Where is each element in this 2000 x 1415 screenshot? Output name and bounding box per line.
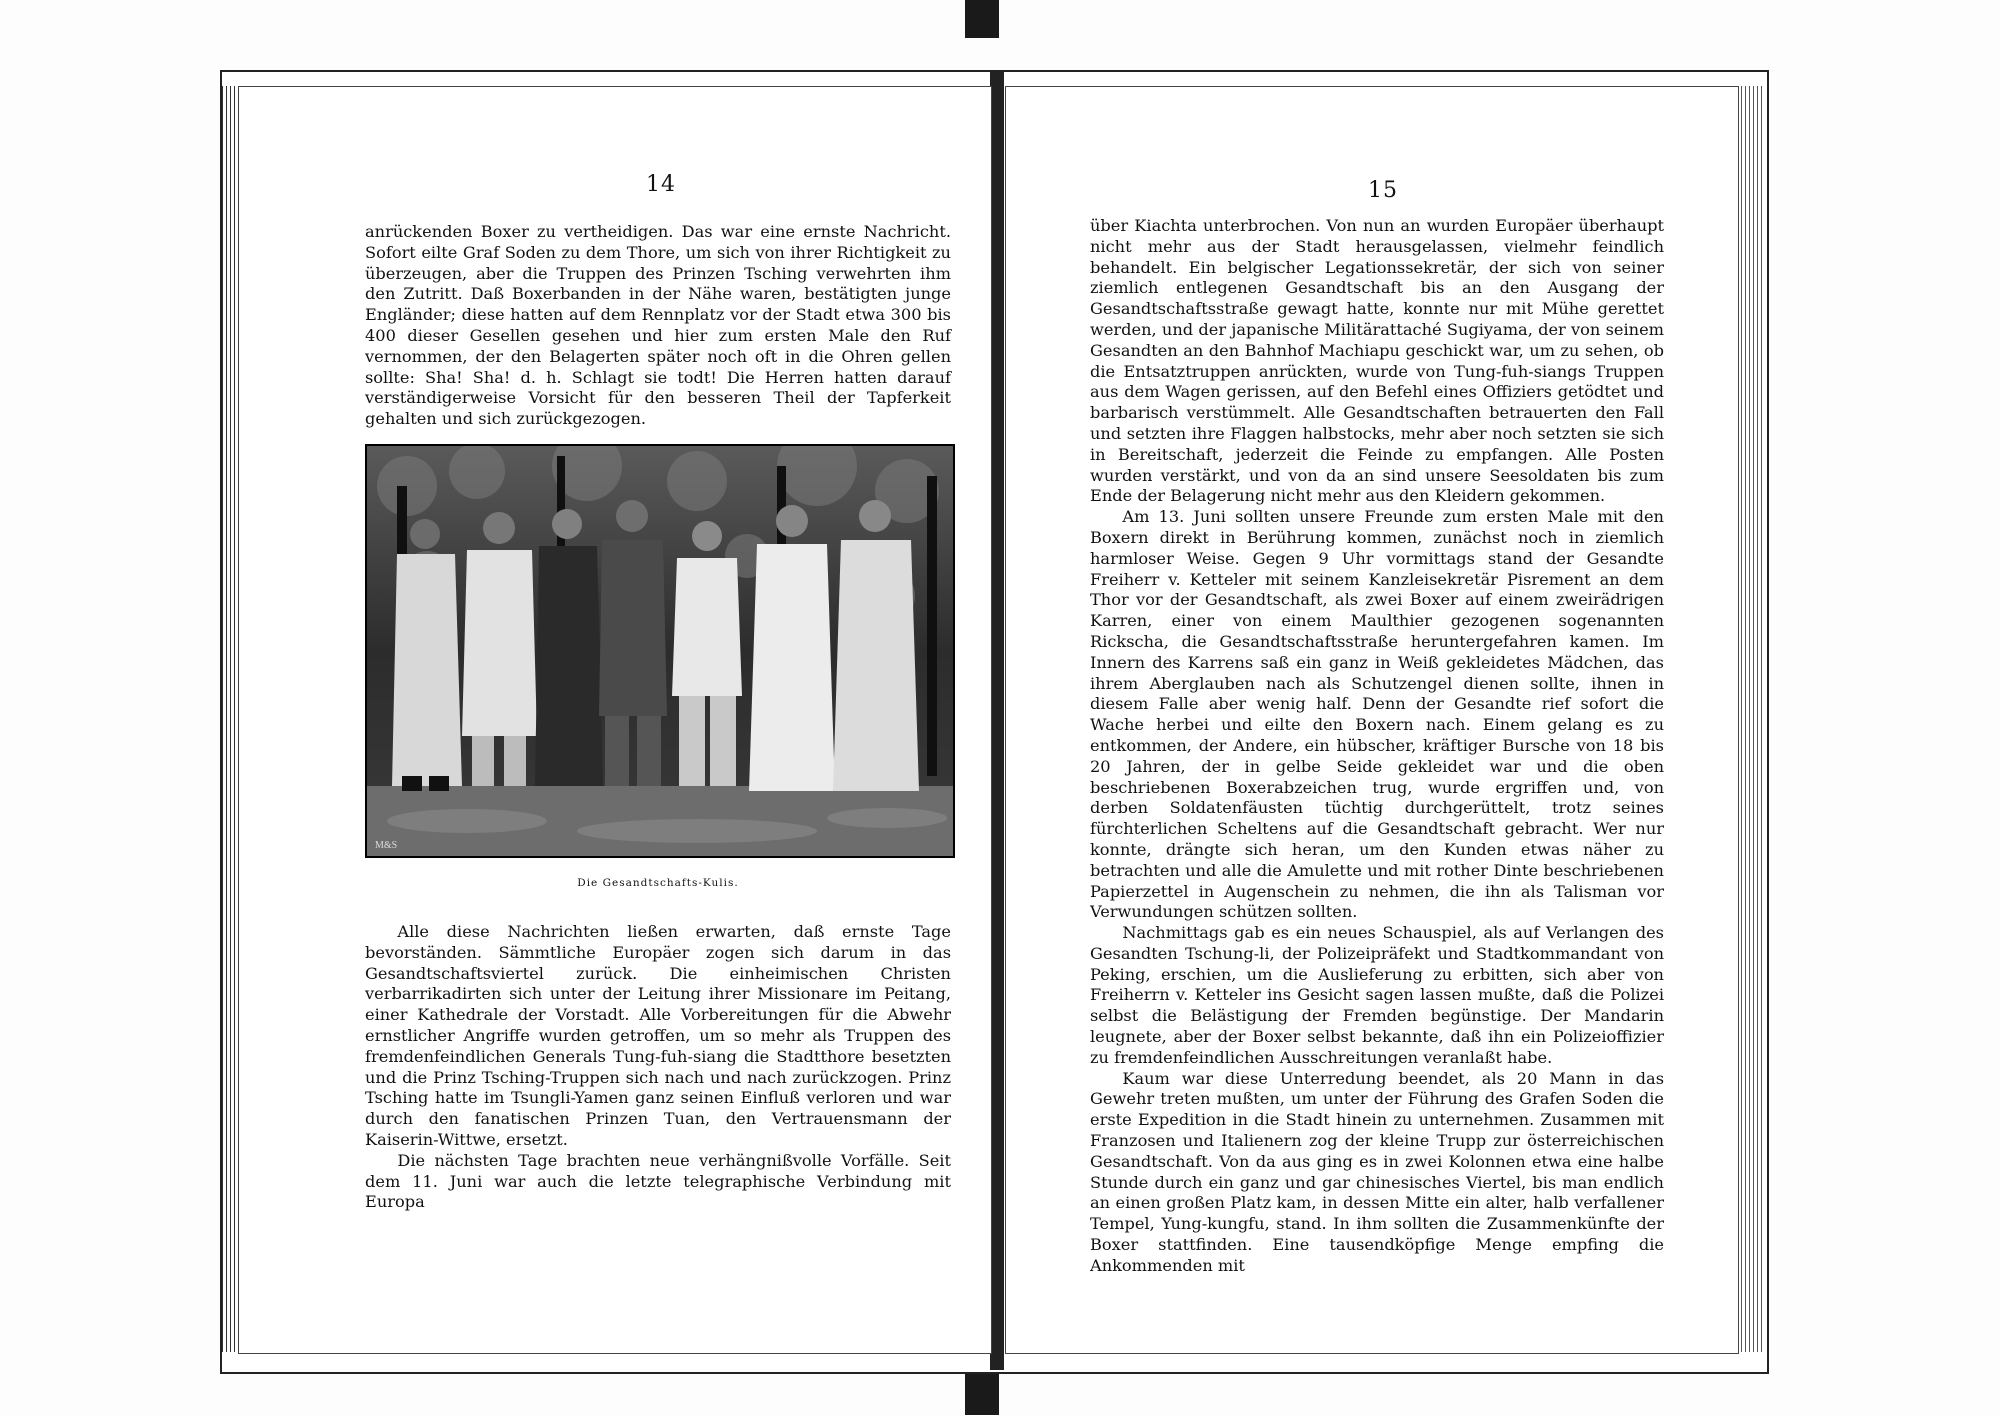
binding-bottom [965,1370,999,1415]
paragraph: anrückenden Boxer zu vertheidigen. Das war eine ernste Nachricht. Sofort eilte Graf Soden zu dem Thore, um sich von ihrer Richtigkeit zu überzeugen, aber die Truppen des Prinzen Tsching verwehrten ihm den Zutritt. Daß Boxerbanden in der Nähe waren, bestätigten junge Engländer; diese hatten auf dem Rennplatz vor der Stadt etwa 300 bis 400 dieser Gesellen gesehen und hier zum ersten Male den Ruf vernommen, der den Belagerten später noch oft in die Ohren gellen sollte: Sha! Sha! d. h. Schlagt sie todt! Die Herren hatten darauf verständigerweise Vorsicht für den besseren Theil der Tapferkeit gehalten und sich zurückgezogen. [365,222,951,429]
paragraph: Nachmittags gab es ein neues Schauspiel, als auf Verlangen des Gesandten Tschung-li, der Polizeipräfekt und Stadtkommandant von Peking, erschien, um die Auslieferung zu erbitten, sich aber von Freiherrn v. Ketteler ins Gesicht sagen lassen mußte, daß die Polizei selbst die Belästigung der Fremden begünstige. Der Mandarin leugnete, aber der Boxer selbst bekannte, daß ihn ein Polizeioffizier zu fremdenfeindlichen Ausschreitungen veranlaßt habe. [1090,923,1664,1067]
photo-signature: M&S [375,840,398,851]
right-page-edges [1738,86,1762,1352]
photo-gesandtschafts-kulis [365,444,955,858]
page-number-left: 14 [646,172,676,197]
paragraph: Kaum war diese Unterredung beendet, als 20 Mann in das Gewehr treten mußten, um unter der Führung des Grafen Soden die erste Expedition in die Stadt hinein zu unternehmen. Zusammen mit Franzosen und Italienern zog der kleine Trupp zur österreichischen Gesandtschaft. Von da aus ging es in zwei Kolonnen etwa eine halbe Stunde durch ein ganz und gar chinesisches Viertel, bis man endlich an einen großen Platz kam, in dessen Mitte ein alter, halb verfallener Tempel, Yung-kungfu, stand. In ihm sollten die Zusammenkünfte der Boxer stattfinden. Eine tausendköpfige Menge empfing die Ankommenden mit [1090,1068,1664,1275]
paragraph: Am 13. Juni sollten unsere Freunde zum ersten Male mit den Boxern direkt in Berührung kommen, zunächst noch in ziemlich harmloser Weise. Gegen 9 Uhr vormittags stand der Gesandte Freiherr v. Ketteler mit seinem Kanzleisekretär Pisrement an dem Thor vor der Gesandtschaft, als zwei Boxer auf einem zweirädrigen Karren, einer von einem Maulthier gezogenen sogenannten Rickscha, die Gesandtschaftsstraße heruntergefahren kamen. Im Innern des Karrens saß ein ganz in Weiß gekleidetes Mädchen, das ihrem Aberglauben nach als Schutzengel dienen sollte, ihnen in diesem Falle aber wenig half. Denn der Gesandte rief sofort die Wache herbei und eilte den Boxern nach. Einem gelang es zu entkommen, der Andere, ein hübscher, kräftiger Bursche von 18 bis 20 Jahren, der in gelbe Seide gekleidet war und die oben beschriebenen Boxerabzeichen trug, wurde ergriffen und, von derben Soldatenfäusten tüchtig durchgerüttelt, trotz seines fürchterlichen Scheltens auf die Gesandtschaft gebracht. Wer nur konnte, drängte sich heran, um den Kunden etwas näher zu betrachten und alle die Amulette und mit rother Dinte beschriebenen Papierzettel in Augenschein zu nehmen, die ihn als Talisman vor Verwundungen schützen sollten. [1090,507,1664,922]
right-page-text [1090,216,1664,1277]
photo-caption: Die Gesandtschafts-Kulis. [577,877,739,889]
paragraph: über Kiachta unterbrochen. Von nun an wurden Europäer überhaupt nicht mehr aus der Stadt herausgelassen, vielmehr feindlich behandelt. Ein belgischer Legationssekretär, der sich von seiner ziemlich entlegenen Gesandtschaft bis an den Ausgang der Gesandtschaftsstraße gewagt hatte, konnte nur mit Mühe gerettet werden, und der japanische Militärattaché Sugiyama, der von seinem Gesandten an den Bahnhof Machiapu geschickt war, um zu sehen, ob die Entsatztruppen anrückten, wurde von Tung-fuh-siangs Truppen aus dem Wagen gerissen, auf den Befehl eines Offiziers getödtet und barbarisch verstümmelt. Alle Gesandtschaften betrauerten den Fall und setzten ihre Flaggen halbstocks, mehr aber noch setzten sie sich in Bereitschaft, jederzeit die Feinde zu empfangen. Alle Posten wurden verstärkt, und von da an sind unsere Seesoldaten bis zum Ende der Belagerung nicht mehr aus den Kleidern gekommen. [1090,216,1664,506]
group-photo-image [367,446,953,856]
page-number-right: 15 [1368,178,1398,203]
book-gutter [990,70,1004,1370]
paragraph: Alle diese Nachrichten ließen erwarten, daß ernste Tage bevorständen. Sämmtliche Europäer zogen sich darum in das Gesandtschaftsviertel zurück. Die einheimischen Christen verbarrikadirten sich unter der Leitung ihrer Missionare im Peitang, einer Kathedrale der Vorstadt. Alle Vorbereitungen für die Abwehr ernstlicher Angriffe wurden getroffen, um so mehr als Truppen des fremdenfeindlichen Generals Tung-fuh-siang die Stadtthore besetzten und die Prinz Tsching-Truppen sich nach und nach zurückzogen. Prinz Tsching hatte im Tsungli-Yamen ganz seinen Einfluß verloren und war durch den fanatischen Prinzen Tuan, den Vertrauensmann der Kaiserin-Wittwe, ersetzt. [365,922,951,1149]
left-top-paragraph [365,222,951,430]
left-bottom-text [365,922,951,1213]
paragraph: Die nächsten Tage brachten neue verhängnißvolle Vorfälle. Seit dem 11. Juni war auch die letzte telegraphische Verbindung mit Europa [365,1150,951,1212]
binding-top [965,0,999,38]
